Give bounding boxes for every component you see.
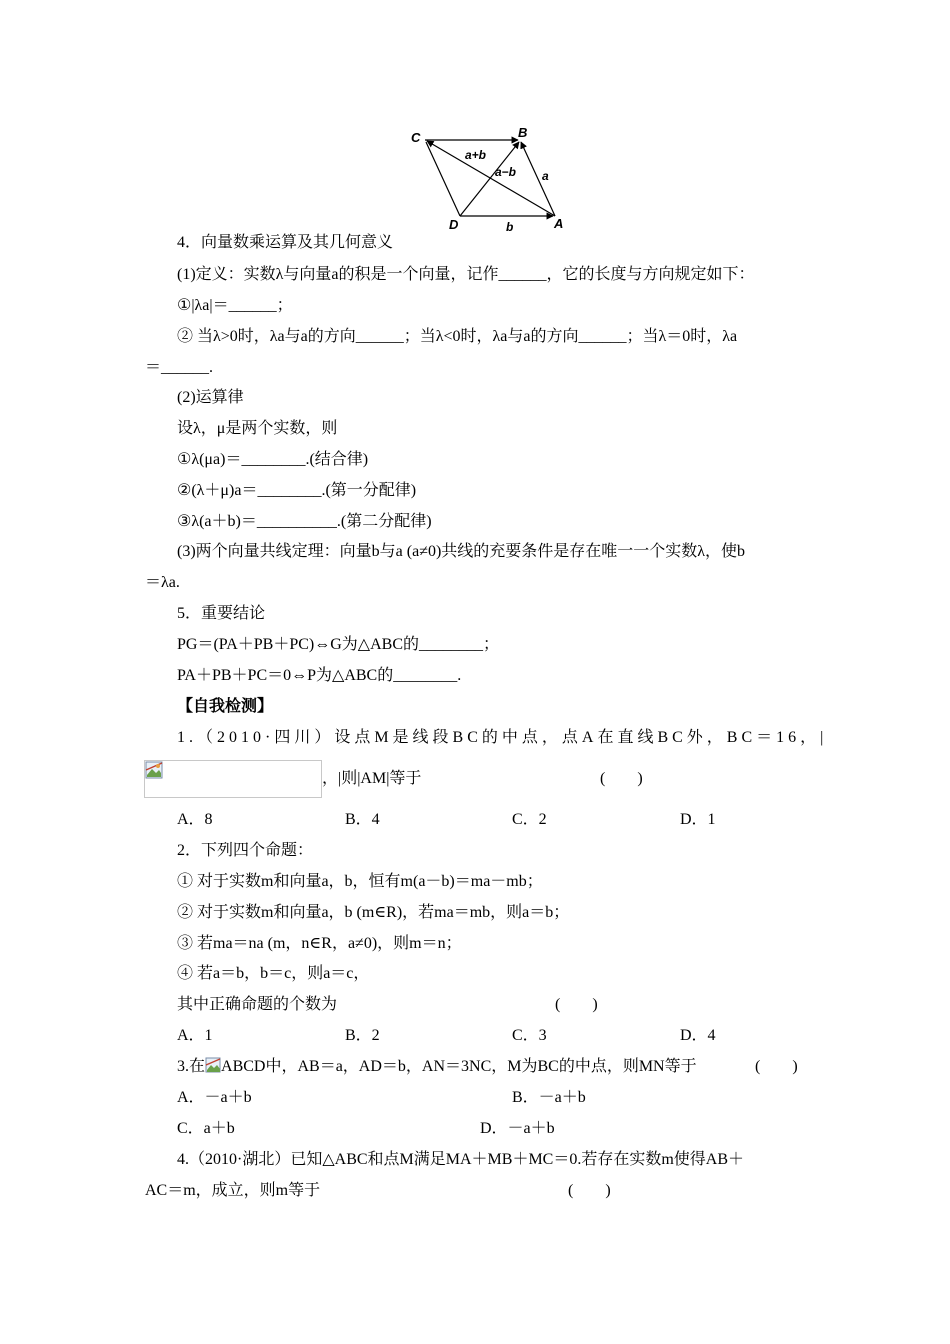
- question-4-cont: AC＝m，成立，则m等于: [145, 1182, 321, 1199]
- definition-1: ①|λa|＝______；: [177, 297, 293, 314]
- label-a: a: [542, 169, 549, 183]
- laws-intro: 设λ，μ是两个实数，则: [177, 420, 338, 437]
- q3-option-b: B．－a＋b: [512, 1089, 586, 1106]
- laws-title: (2)运算律: [177, 389, 244, 406]
- conclusion-1: PG＝(PA＋PB＋PC)⇔G为△ABC的________；: [177, 636, 499, 653]
- q2-statement-2: ② 对于实数m和向量a，b (m∈R)，若ma＝mb，则a＝b；: [177, 904, 570, 921]
- q1-option-c: C．2: [512, 811, 547, 828]
- collinear-theorem: (3)两个向量共线定理：向量b与a (a≠0)共线的充要条件是存在唯一一个实数λ，使b: [177, 543, 746, 560]
- conclusion-2: PA＋PB＋PC＝0⇔P为△ABC的________.: [177, 667, 462, 684]
- q3-option-a: A．－a＋b: [177, 1089, 252, 1106]
- q2-question: 其中正确命题的个数为: [177, 996, 338, 1013]
- q2-statement-3: ③ 若ma＝na (m，n∈R，a≠0)，则m＝n；: [177, 935, 462, 952]
- question-2: 2．下列四个命题：: [177, 842, 314, 859]
- label-A: A: [554, 216, 564, 231]
- label-C: C: [411, 130, 421, 145]
- q2-option-c: C．3: [512, 1027, 547, 1044]
- self-check-heading: 【自我检测】: [177, 698, 274, 715]
- q3-option-d: D．－a＋b: [480, 1120, 555, 1137]
- q3-text: ABCD中，AB＝a，AD＝b，AN＝3NC，M为BC的中点，则MN等于: [221, 1058, 697, 1075]
- section4-title: 4．向量数乘运算及其几何意义: [177, 234, 394, 251]
- q2-statement-4: ④ 若a＝b，b＝c，则a＝c，: [177, 965, 370, 982]
- question-1-cont: ，|则|AM|等于: [322, 770, 422, 787]
- q3-paren: ( ): [755, 1058, 798, 1075]
- label-diff: a−b: [495, 165, 517, 179]
- diag-AC: [427, 141, 555, 216]
- section5-title: 5．重要结论: [177, 605, 266, 622]
- q2-option-b: B．2: [345, 1027, 380, 1044]
- question-1-paren: ( ): [600, 770, 643, 787]
- definition-2-cont: ＝______.: [145, 359, 214, 376]
- q2-paren: ( ): [555, 996, 598, 1013]
- edge-AB: [521, 142, 555, 216]
- law-3: ③λ(a＋b)＝__________.(第二分配律): [177, 513, 432, 530]
- edge-DC: [426, 142, 460, 216]
- label-B: B: [518, 125, 528, 140]
- collinear-theorem-cont: ＝λa.: [145, 574, 180, 591]
- q1-option-d: D．1: [680, 811, 716, 828]
- question-4: 4.（2010·湖北）已知△ABC和点M满足MA＋MB＋MC＝0.若存在实数m使得AB＋: [177, 1151, 745, 1168]
- law-1: ①λ(μa)＝________.(结合律): [177, 451, 369, 468]
- definition: (1)定义：实数λ与向量a的积是一个向量，记作______，它的长度与方向规定如下：: [177, 266, 755, 283]
- image-placeholder: [144, 760, 322, 798]
- q3-option-c: C．a＋b: [177, 1120, 235, 1137]
- law-2: ②(λ＋μ)a＝________.(第一分配律): [177, 482, 417, 499]
- q2-option-d: D．4: [680, 1027, 716, 1044]
- q1-option-a: A．8: [177, 811, 213, 828]
- label-D: D: [449, 217, 459, 232]
- q3-prefix: 3.在: [177, 1058, 206, 1075]
- question-3: [177, 1057, 697, 1077]
- definition-2: ② 当λ>0时，λa与a的方向______；当λ<0时，λa与a的方向______；当λ＝0时，λa: [177, 328, 738, 345]
- parallelogram-figure: [405, 122, 585, 234]
- q1-option-b: B．4: [345, 811, 380, 828]
- label-b: b: [506, 220, 514, 234]
- parallelogram-symbol-icon: [205, 1057, 221, 1073]
- q4-paren: ( ): [568, 1182, 611, 1199]
- broken-image-icon: [145, 761, 163, 779]
- question-1: 1.（2010·四川）设点M是线段BC的中点，点A在直线BC外，BC＝16，|: [177, 729, 828, 746]
- q2-option-a: A．1: [177, 1027, 213, 1044]
- q2-statement-1: ① 对于实数m和向量a，b，恒有m(a－b)＝ma－mb；: [177, 873, 543, 890]
- label-sum: a+b: [465, 148, 487, 162]
